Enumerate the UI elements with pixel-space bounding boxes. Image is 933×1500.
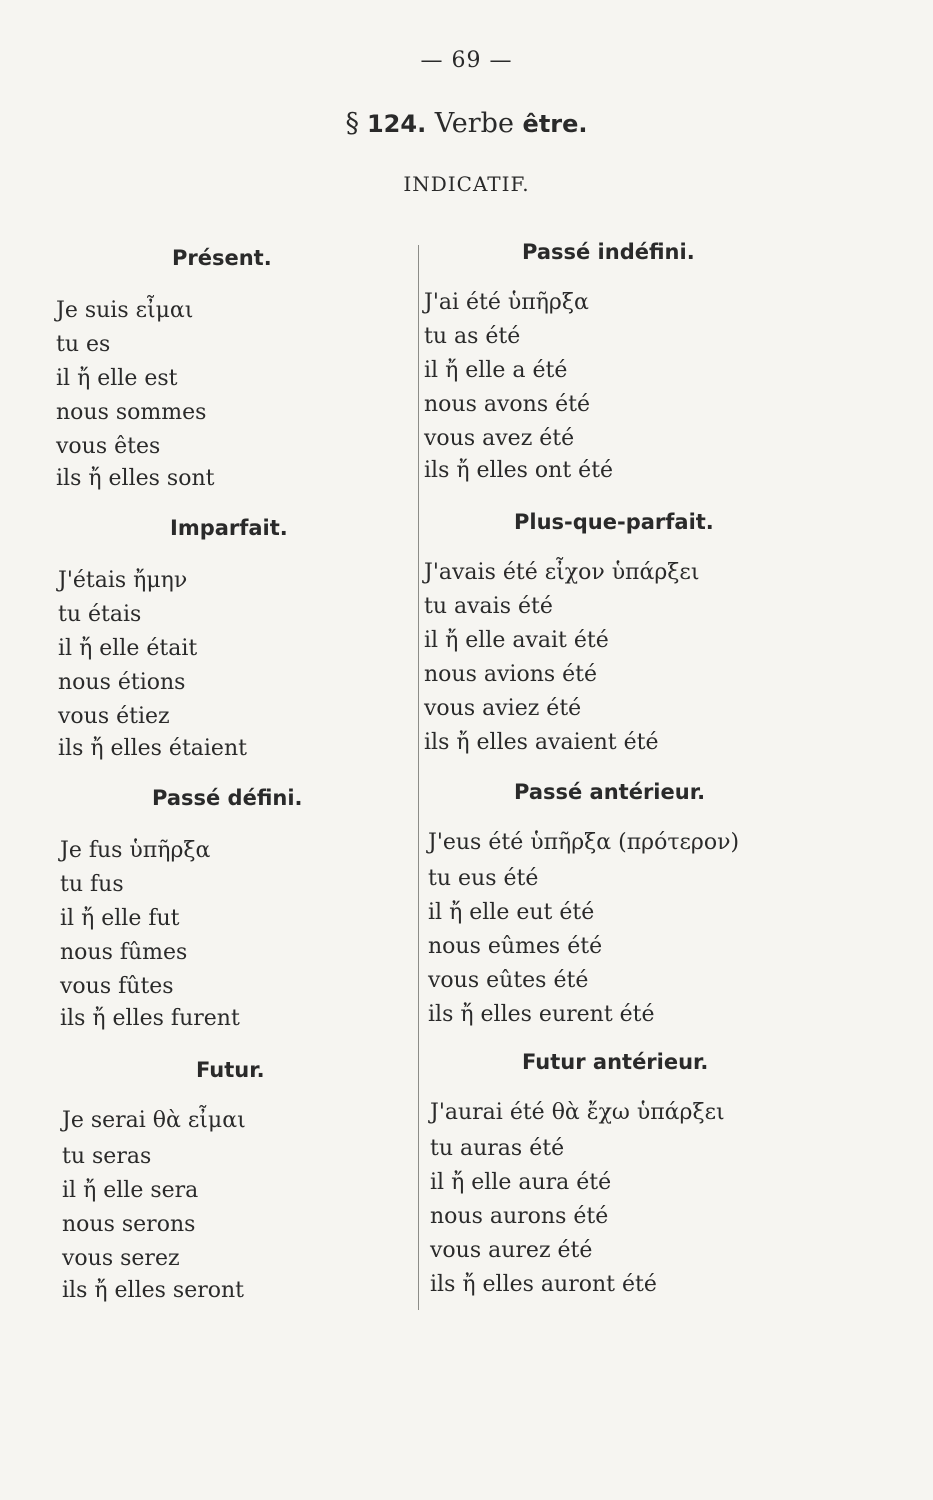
- conjugation-line: il ἤ elle fut: [60, 906, 180, 931]
- tense-header-passe-anterieur: Passé antérieur.: [514, 780, 706, 804]
- conjugation-line: ils ἤ elles auront été: [430, 1272, 657, 1297]
- conjugation-line: nous aurons été: [430, 1204, 609, 1229]
- tense-header-plus-que-parfait: Plus-que-parfait.: [514, 510, 714, 534]
- conjugation-line: tu as été: [424, 324, 521, 349]
- conjugation-line: J'avais été εἶχον ὑπάρξει: [424, 560, 700, 585]
- tense-header-futur: Futur.: [196, 1058, 265, 1082]
- conjugation-line: nous sommes: [56, 400, 207, 425]
- conjugation-line: nous avons été: [424, 392, 590, 417]
- conjugation-line: vous aviez été: [424, 696, 582, 721]
- conjugation-line: il ἤ elle eut été: [428, 900, 595, 925]
- conjugation-line: il ἤ elle était: [58, 636, 198, 661]
- conjugation-line: ils ἤ elles eurent été: [428, 1002, 655, 1027]
- section-title-bold: être.: [522, 110, 588, 138]
- conjugation-line: vous aurez été: [430, 1238, 593, 1263]
- conjugation-line: vous fûtes: [60, 974, 174, 999]
- section-title: [0, 108, 933, 139]
- conjugation-line: tu auras été: [430, 1136, 565, 1161]
- conjugation-line: Je suis εἶμαι: [56, 298, 194, 323]
- conjugation-line: Je serai θὰ εἶμαι: [62, 1108, 246, 1133]
- tense-header-passe-indefini: Passé indéfini.: [522, 240, 695, 264]
- conjugation-line: il ἤ elle est: [56, 366, 178, 391]
- conjugation-line: nous eûmes été: [428, 934, 603, 959]
- conjugation-line: vous eûtes été: [428, 968, 589, 993]
- conjugation-line: vous serez: [62, 1246, 180, 1271]
- tense-header-passe-defini: Passé défini.: [152, 786, 303, 810]
- conjugation-line: tu fus: [60, 872, 124, 897]
- tense-header-futur-anterieur: Futur antérieur.: [522, 1050, 709, 1074]
- conjugation-line: vous êtes: [56, 434, 161, 459]
- conjugation-line: ils ἤ elles seront: [62, 1278, 245, 1303]
- section-number: 124.: [366, 110, 427, 138]
- conjugation-line: tu eus été: [428, 866, 539, 891]
- conjugation-line: il ἤ elle aura été: [430, 1170, 612, 1195]
- conjugation-line: il ἤ elle a été: [424, 358, 568, 383]
- conjugation-line: vous avez été: [424, 426, 575, 451]
- tense-header-imparfait: Imparfait.: [170, 516, 288, 540]
- conjugation-line: J'ai été ὑπῆρξα: [424, 290, 589, 315]
- conjugation-line: nous étions: [58, 670, 186, 695]
- conjugation-line: tu avais été: [424, 594, 553, 619]
- conjugation-line: nous avions été: [424, 662, 598, 687]
- conjugation-line: J'aurai été θὰ ἔχω ὑπάρξει: [430, 1100, 725, 1125]
- conjugation-line: vous étiez: [58, 704, 170, 729]
- conjugation-line: il ἤ elle avait été: [424, 628, 609, 653]
- conjugation-line: J'étais ἤμην: [58, 568, 188, 593]
- conjugation-line: ils ἤ elles étaient: [58, 736, 247, 761]
- section-title-regular: Verbe: [434, 108, 514, 139]
- conjugation-line: nous fûmes: [60, 940, 188, 965]
- conjugation-line: ils ἤ elles ont été: [424, 458, 614, 483]
- column-divider: [418, 245, 419, 1310]
- section-symbol: §: [345, 108, 359, 139]
- conjugation-line: tu étais: [58, 602, 142, 627]
- conjugation-line: ils ἤ elles sont: [56, 466, 215, 491]
- mood-title: INDICATIF.: [403, 172, 530, 196]
- conjugation-line: ils ἤ elles avaient été: [424, 730, 659, 755]
- conjugation-line: tu es: [56, 332, 111, 357]
- page-number: — 69 —: [420, 48, 513, 73]
- conjugation-line: Je fus ὑπῆρξα: [60, 838, 211, 863]
- conjugation-line: tu seras: [62, 1144, 152, 1169]
- conjugation-line: J'eus été ὑπῆρξα (πρότερον): [428, 830, 740, 855]
- conjugation-line: il ἤ elle sera: [62, 1178, 199, 1203]
- conjugation-line: ils ἤ elles furent: [60, 1006, 240, 1031]
- conjugation-line: nous serons: [62, 1212, 196, 1237]
- tense-header-present: Présent.: [172, 246, 272, 270]
